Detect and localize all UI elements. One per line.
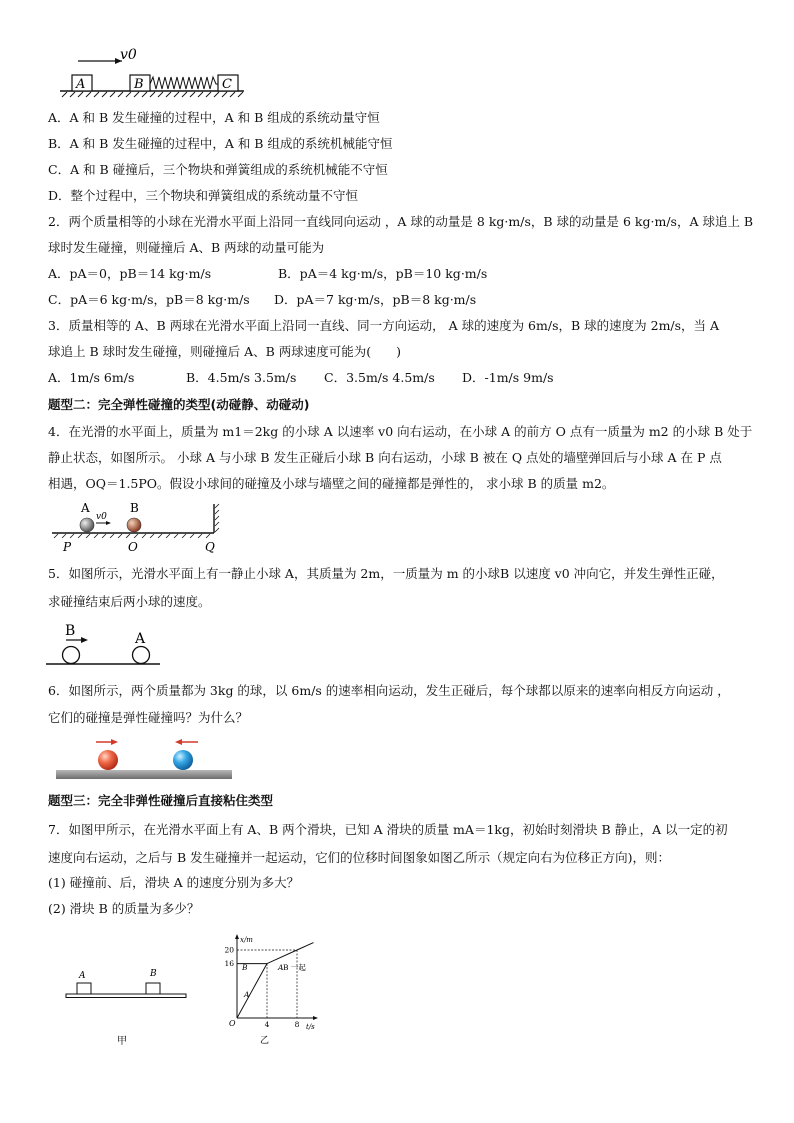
block-a	[77, 983, 91, 994]
series-lines	[237, 943, 314, 1018]
v0-label: v0	[96, 512, 107, 522]
caption-yi: 乙	[260, 1036, 270, 1046]
q7-sub-1: (1) 碰撞前、后，滑块 A 的速度分别为多大？	[48, 875, 300, 890]
section-heading-3: 题型三：完全非弹性碰撞后直接粘住类型	[48, 793, 274, 808]
guide-lines	[237, 950, 297, 1018]
block-a-label: A	[76, 77, 86, 92]
block-a-label: A	[79, 971, 86, 981]
ground	[56, 770, 232, 779]
section-heading-2: 题型二：完全弹性碰撞的类型(动碰静、动碰动)	[48, 397, 310, 412]
q5-figure	[46, 620, 166, 670]
q4-line-1: 4．在光滑的水平面上，质量为 m1＝2kg 的小球 A 以速率 v0 向右运动，在小球 A 的前方 O 点有一质量为 m2 的小球 B 处于	[48, 424, 753, 439]
point-p-label: P	[63, 540, 72, 554]
series-combined-extension	[297, 943, 314, 950]
q3-stem-1: 3．质量相等的 A、B 两球在光滑水平面上沿同一直线、同一方向运动， A 球的速度为 6m/s，B 球的速度为 2m/s，当 A	[48, 318, 720, 333]
series-b-label: B	[242, 963, 248, 972]
block-b-label: B	[150, 969, 157, 979]
q7-line-1: 7．如图甲所示，在光滑水平面上有 A、B 两个滑块，已知 A 滑块的质量 mA＝1kg，初始时刻滑块 B 静止，A 以一定的初	[48, 822, 728, 837]
x-tick-4: 4	[264, 1020, 270, 1029]
q1-figure	[58, 44, 248, 100]
point-o-label: O	[128, 540, 138, 554]
y-tick-16: 16	[224, 959, 234, 969]
x-axis	[237, 1016, 318, 1020]
y-axis-label: x/m	[240, 936, 253, 944]
q3-stem-2: 球追上 B 球时发生碰撞，则碰撞后 A、B 两球速度可能为( )	[48, 344, 402, 359]
ball-b	[127, 518, 141, 532]
q1-option-a: A．A 和 B 发生碰撞的过程中，A 和 B 组成的系统动量守恒	[48, 110, 380, 125]
q2-option-a: A．pA＝0，pB＝14 kg·m/s	[48, 266, 212, 281]
block-b-label: B	[134, 77, 144, 92]
block-c-label: C	[222, 77, 232, 92]
spring	[150, 77, 218, 89]
block-b	[146, 983, 160, 994]
q2-option-b: B．pA＝4 kg·m/s，pB＝10 kg·m/s	[278, 266, 488, 281]
q5-line-2: 求碰撞结束后两小球的速度。	[48, 594, 211, 609]
q7-figure-jia	[62, 962, 192, 1046]
q7-figure-yi	[220, 930, 330, 1048]
q3-option-b: B．4.5m/s 3.5m/s	[186, 370, 297, 385]
red-ball	[98, 750, 118, 770]
ball-a	[80, 518, 94, 532]
ball-b-label: B	[130, 501, 139, 515]
q6-line-1: 6．如图所示，两个质量都为 3kg 的球，以 6m/s 的速率相向运动，发生正碰后，每个球都以原来的速率向相反方向运动 ，	[48, 683, 730, 698]
ball-a-label: A	[135, 631, 146, 647]
q2-option-d: D．pA＝7 kg·m/s，pB＝8 kg·m/s	[274, 292, 477, 307]
point-q-label: Q	[205, 540, 215, 554]
q6-line-2: 它们的碰撞是弹性碰撞吗？为什么？	[48, 710, 249, 725]
q2-option-c: C．pA＝6 kg·m/s，pB＝8 kg·m/s	[48, 292, 250, 307]
track	[66, 994, 186, 998]
q4-line-3: 相遇，OQ＝1.5PO。假设小球间的碰撞及小球与墙壁之间的碰撞都是弹性的， 求小球 B 的质量 m2。	[48, 476, 615, 491]
q1-option-d: D．整个过程中，三个物块和弹簧组成的系统动量不守恒	[48, 188, 359, 203]
q7-line-2: 速度向右运动，之后与 B 发生碰撞并一起运动，它们的位移时间图象如图乙所示（规定向右为位移正方向)，则：	[48, 850, 671, 865]
ball-a	[133, 647, 150, 664]
q7-sub-2: (2) 滑块 B 的质量为多少？	[48, 901, 200, 916]
series-a-label: A	[244, 990, 250, 999]
x-axis-label: t/s	[306, 1023, 315, 1031]
ball-b	[63, 647, 80, 664]
q3-option-a: A．1m/s 6m/s	[48, 370, 135, 385]
ball-b-label: B	[65, 623, 76, 639]
caption-jia: 甲	[117, 1036, 127, 1046]
q1-option-c: C．A 和 B 碰撞后，三个物块和弹簧组成的系统机械能不守恒	[48, 162, 388, 177]
ball-a-label: A	[81, 501, 90, 515]
series-a-after-label: A	[278, 963, 284, 972]
y-tick-20: 20	[224, 945, 234, 955]
q5-line-1: 5．如图所示，光滑水平面上有一静止小球 A，其质量为 2m，一质量为 m 的小球B 以速度 v0 冲向它，并发生弹性正碰，	[48, 566, 724, 581]
x-tick-8: 8	[294, 1020, 300, 1029]
series-together-label: B 一起	[283, 963, 306, 972]
series-a-line	[237, 950, 297, 1018]
q3-option-c: C．3.5m/s 4.5m/s	[324, 370, 435, 385]
origin-label: O	[229, 1019, 236, 1028]
q2-stem-2: 球时发生碰撞，则碰撞后 A、B 两球的动量可能为	[48, 240, 325, 255]
q3-option-d: D．-1m/s 9m/s	[462, 370, 554, 385]
blue-ball	[173, 750, 193, 770]
v0-label: v0	[120, 47, 137, 63]
q4-figure	[48, 500, 228, 556]
y-axis	[235, 934, 239, 1018]
q6-figure	[56, 736, 234, 782]
q4-line-2: 静止状态，如图所示。 小球 A 与小球 B 发生正碰后小球 B 向右运动，小球 B 被在 Q 点处的墙壁弹回后与小球 A 在 P 点	[48, 450, 722, 465]
q1-option-b: B．A 和 B 发生碰撞的过程中，A 和 B 组成的系统机械能守恒	[48, 136, 393, 151]
q2-stem-1: 2．两个质量相等的小球在光滑水平面上沿同一直线同向运动 ，A 球的动量是 8 kg·m/s，B 球的动量是 6 kg·m/s，A 球追上 B	[48, 214, 754, 229]
